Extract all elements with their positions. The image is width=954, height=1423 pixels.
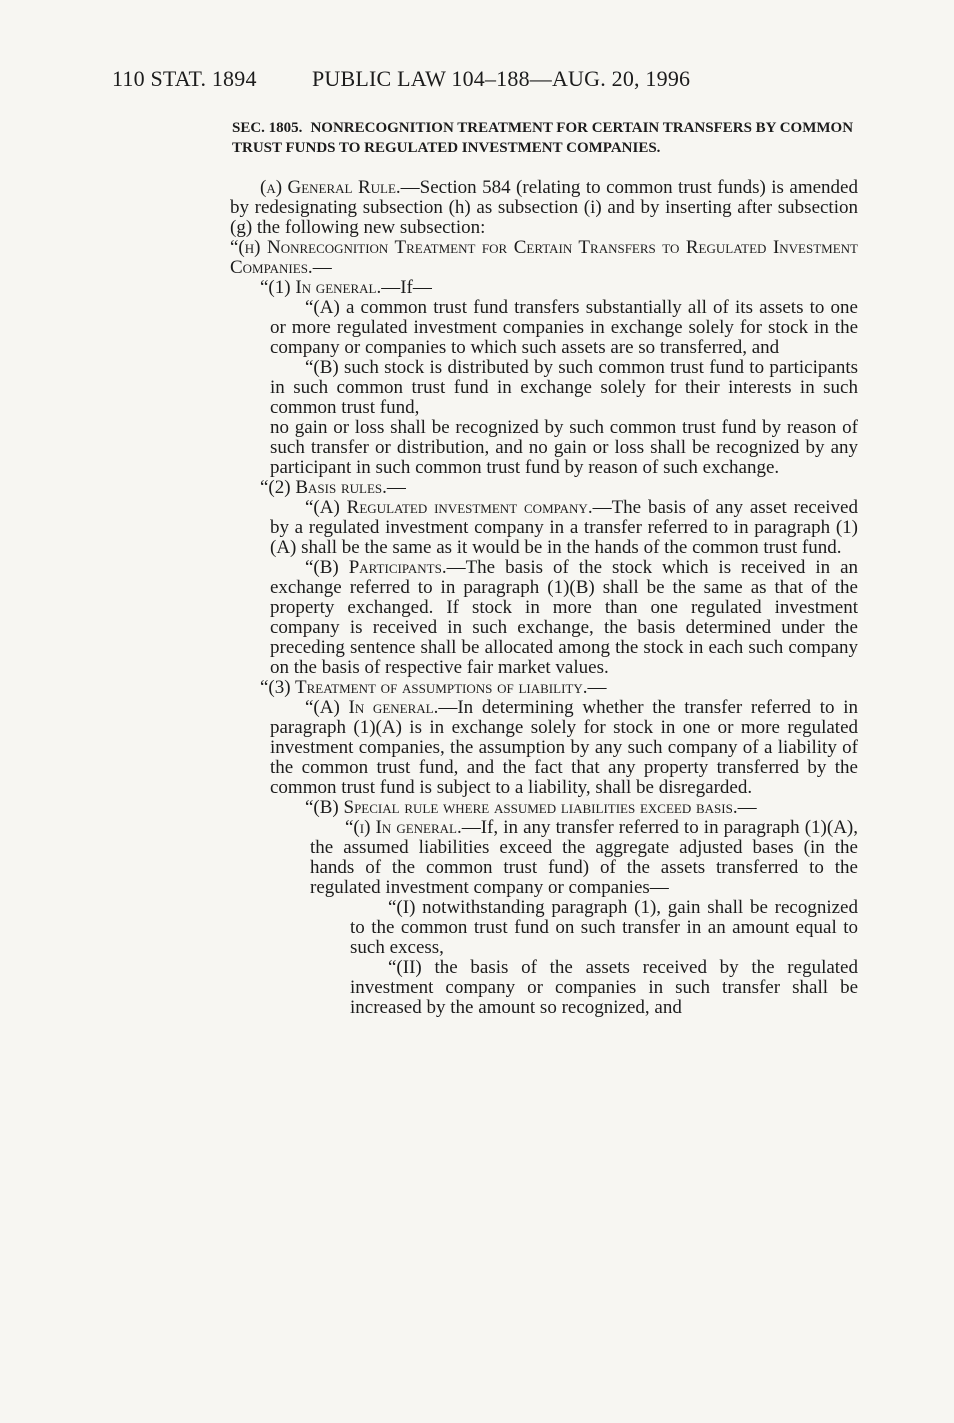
paragraph-3-B-heading: “(B) Special rule where assumed liabilities exceed basis. bbox=[305, 797, 738, 818]
paragraph-3-A-heading: “(A) In general. bbox=[305, 697, 439, 718]
paragraph-2-dash: — bbox=[386, 477, 406, 498]
paragraph-1-heading: “(1) In general. bbox=[260, 277, 382, 298]
paragraph-2-heading: “(2) Basis rules. bbox=[260, 477, 387, 498]
clause-i bbox=[310, 818, 858, 898]
paragraph-2-B-heading: “(B) Participants. bbox=[305, 557, 447, 578]
paragraph-2-B-text: —The basis of the stock which is received in an exchange referred to in paragraph (1)(B) shall be the same as that of the property exchanged. If stock in more than one regulated investment company is received in such exchange, the basis determined under the preceding sentence shall be allocated among the stock in each such company on the basis of respective fair market values. bbox=[270, 557, 859, 678]
subsection-a bbox=[230, 178, 858, 238]
paragraph-3-A bbox=[270, 698, 858, 798]
subclause-II: “(II) the basis of the assets received by the regulated investment company or companies in such transfer shall be increased by the amount so recognized, and bbox=[350, 957, 858, 1018]
paragraph-2-A-text: —The basis of any asset received by a regulated investment company in a transfer referred to in paragraph (1)(A) shall be the same as it would be in the hands of the common trust fund. bbox=[270, 497, 858, 558]
paragraph-2 bbox=[230, 478, 858, 498]
running-header bbox=[112, 66, 691, 92]
clause-i-heading: “(i) In general. bbox=[345, 817, 462, 838]
paragraph-3-B bbox=[270, 798, 858, 818]
subsection-a-text: —Section 584 (relating to common trust funds) is amended by redesignating subsection (h) as subsection (i) and by inserting after subsection (g) the following new subsection: bbox=[230, 177, 858, 238]
new-subsection-h bbox=[230, 238, 858, 278]
subclause-I: “(I) notwithstanding paragraph (1), gain shall be recognized to the common trust fund on such transfer in an amount equal to such excess, bbox=[350, 897, 858, 958]
paragraph-3 bbox=[230, 678, 858, 698]
paragraph-1-A: “(A) a common trust fund transfers substantially all of its assets to one or more regulated investment companies in exchange solely for stock in the company or companies to which such assets are so transferred, and bbox=[270, 297, 858, 358]
paragraph-3-heading: “(3) Treatment of assumptions of liability. bbox=[260, 677, 588, 698]
paragraph-2-B bbox=[270, 558, 858, 678]
paragraph-1-B: “(B) such stock is distributed by such common trust fund to participants in such common trust fund in exchange solely for their interests in such common trust fund, bbox=[270, 357, 858, 418]
section-body bbox=[230, 178, 858, 1018]
section-number: SEC. 1805. bbox=[232, 120, 303, 136]
paragraph-3-dash: — bbox=[587, 677, 607, 698]
clause-i-text: —If, in any transfer referred to in paragraph (1)(A), the assumed liabilities exceed the aggregate adjusted bases (in the hands of the common trust fund) of the assets transferred to the regulated investment company or companies— bbox=[310, 817, 858, 898]
paragraph-1 bbox=[230, 278, 858, 298]
subsection-a-heading: (a) General Rule. bbox=[260, 177, 401, 198]
paragraph-2-A bbox=[270, 498, 858, 558]
subsection-h-dash: — bbox=[312, 257, 332, 278]
section-title: NONRECOGNITION TREATMENT FOR CERTAIN TRANSFERS BY COMMON TRUST FUNDS TO REGULATED INVESTMENT COMPANIES. bbox=[232, 120, 854, 156]
public-law-citation: PUBLIC LAW 104–188—AUG. 20, 1996 bbox=[312, 66, 691, 91]
subsection-h-heading: “(h) Nonrecognition Treatment for Certain Transfers to Regulated Investment Companies. bbox=[230, 237, 858, 278]
stat-page-number: 110 STAT. 1894 bbox=[112, 66, 257, 91]
paragraph-2-A-heading: “(A) Regulated investment company. bbox=[305, 497, 593, 518]
paragraph-1-text: —If— bbox=[381, 277, 432, 298]
section-heading bbox=[232, 118, 864, 158]
paragraph-3-A-text: —In determining whether the transfer referred to in paragraph (1)(A) is in exchange solely for stock in one or more regulated investment companies, the assumption by any such company of a liability of the common trust fund, and the fact that any property transferred by the common trust fund is subject to a liability, shall be disregarded. bbox=[270, 697, 858, 798]
paragraph-1-flush-text: no gain or loss shall be recognized by such common trust fund by reason of such transfer or distribution, and no gain or loss shall be recognized by any participant in such common trust fund by reason of such exchange. bbox=[270, 417, 858, 478]
paragraph-3-B-dash: — bbox=[737, 797, 757, 818]
